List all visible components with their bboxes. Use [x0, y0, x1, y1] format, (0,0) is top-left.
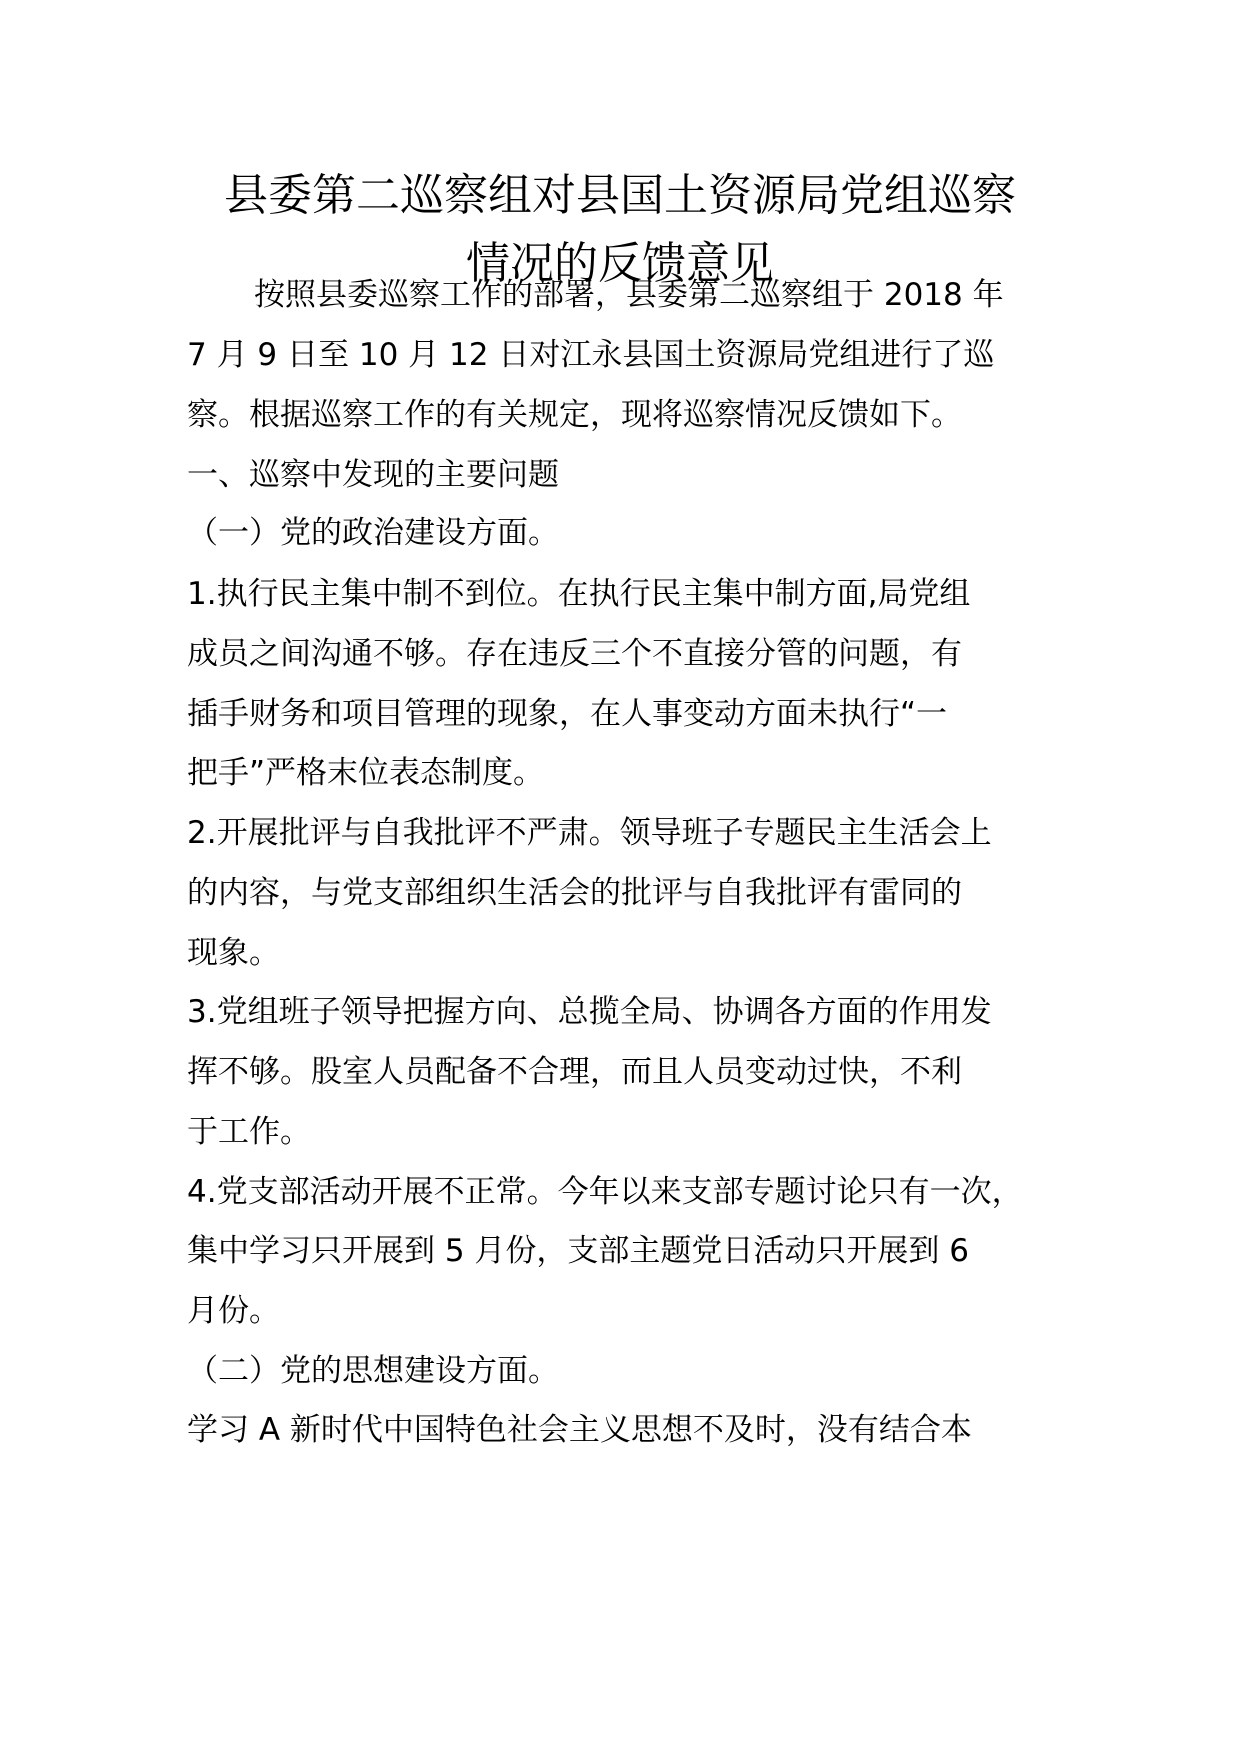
item-4-line-1: 4.党支部活动开展不正常。今年以来支部专题讨论只有一次， [187, 1174, 1023, 1210]
section-heading-1: 一、巡察中发现的主要问题 [187, 457, 559, 493]
subsection-heading-2: （二）党的思想建设方面。 [187, 1353, 559, 1389]
intro-paragraph-line-2: 7 月 9 日至 10 月 12 日对江永县国土资源局党组进行了巡 [187, 337, 995, 373]
item-1-line-1: 1.执行民主集中制不到位。在执行民主集中制方面,局党组 [187, 576, 971, 612]
body-paragraph-line: 学习 A 新时代中国特色社会主义思想不及时，没有结合本 [187, 1412, 972, 1448]
item-3-line-1: 3.党组班子领导把握方向、总揽全局、协调各方面的作用发 [187, 994, 992, 1030]
item-1-line-3: 插手财务和项目管理的现象，在人事变动方面未执行“一 [187, 696, 948, 732]
item-4-line-3: 月份。 [187, 1293, 280, 1329]
item-3-line-2: 挥不够。股室人员配备不合理，而且人员变动过快，不利 [187, 1054, 962, 1090]
item-2-line-1: 2.开展批评与自我批评不严肃。领导班子专题民主生活会上 [187, 815, 992, 851]
item-3-line-3: 于工作。 [187, 1114, 311, 1150]
document-title-line-1: 县委第二巡察组对县国土资源局党组巡察 [224, 170, 1016, 221]
item-2-line-2: 的内容，与党支部组织生活会的批评与自我批评有雷同的 [187, 875, 962, 911]
item-4-line-2: 集中学习只开展到 5 月份，支部主题党日活动只开展到 6 [187, 1233, 970, 1269]
subsection-heading-1: （一）党的政治建设方面。 [187, 515, 559, 551]
document-title-line-2: 情况的反馈意见 [466, 238, 774, 289]
item-1-line-2: 成员之间沟通不够。存在违反三个不直接分管的问题，有 [187, 636, 962, 672]
intro-paragraph-line-3: 察。根据巡察工作的有关规定，现将巡察情况反馈如下。 [187, 397, 962, 433]
item-2-line-3: 现象。 [187, 935, 280, 971]
item-1-line-4: 把手”严格末位表态制度。 [187, 755, 545, 791]
intro-paragraph-line-1: 按照县委巡察工作的部署，县委第二巡察组于 2018 年 [254, 277, 1004, 313]
